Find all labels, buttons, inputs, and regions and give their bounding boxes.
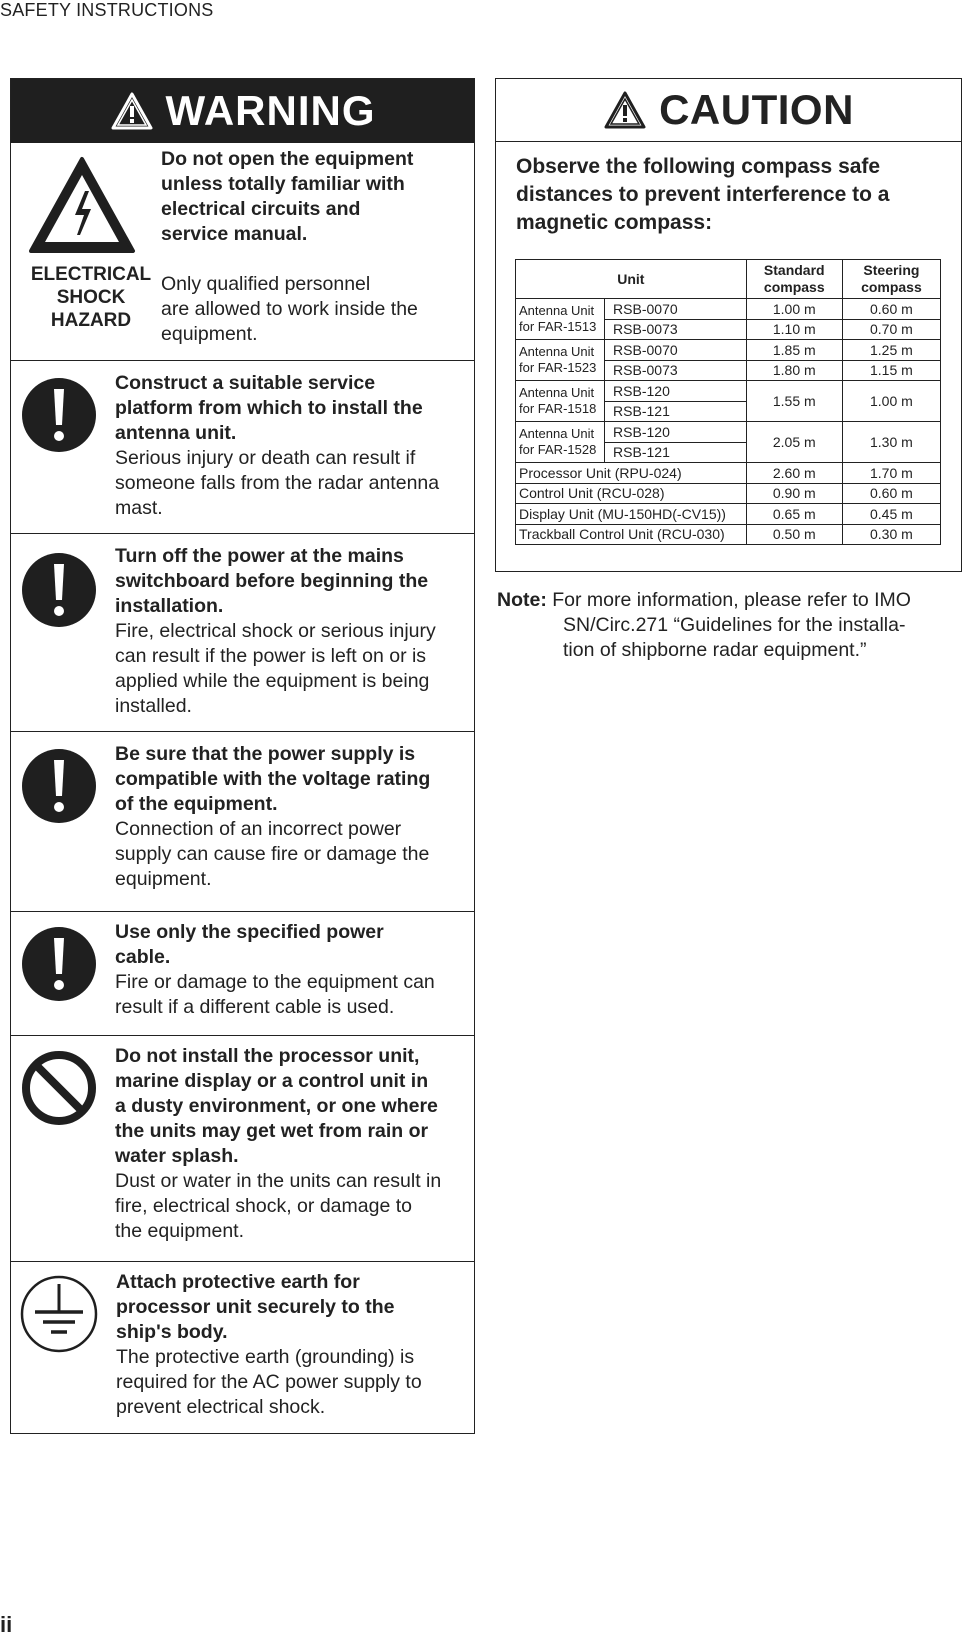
power-cable-normal-line: result if a different cable is used. (115, 996, 395, 1018)
warning-header (11, 79, 474, 143)
warning-section-earth (11, 1261, 474, 1433)
antenna-group-label: Antenna Unit for FAR-1518 (516, 381, 605, 422)
power-off-bold-line: switchboard before beginning the (115, 570, 429, 592)
earth-bold-line: processor unit securely to the (116, 1296, 395, 1318)
shock-bold-line: service manual. (161, 223, 308, 245)
dusty-bold-line: a dusty environment, or one where (115, 1095, 438, 1117)
model-cell: RSB-120 (605, 422, 747, 443)
earth-bold-line: Attach protective earth for (116, 1271, 360, 1293)
power-supply-text (115, 742, 470, 892)
power-off-text (115, 544, 470, 719)
page-number: ii (0, 1612, 13, 1637)
standard-cell: 1.10 m (746, 319, 842, 340)
warning-section-shock (11, 143, 474, 360)
caution-intro (516, 153, 946, 237)
power-off-bold-line: Turn off the power at the mains (115, 545, 404, 567)
earth-normal-line: The protective earth (grounding) is (116, 1346, 415, 1368)
dusty-bold-line: water splash. (115, 1145, 239, 1167)
power-supply-bold-line: of the equipment. (115, 793, 278, 815)
steering-cell: 0.70 m (842, 319, 940, 340)
warning-section-platform (11, 360, 474, 534)
earth-bold-line: ship's body. (116, 1321, 228, 1343)
earth-text (116, 1270, 471, 1420)
warning-section-power-cable (11, 911, 474, 1036)
power-supply-normal-line: supply can cause fire or damage the (115, 843, 430, 865)
power-off-normal-line: can result if the power is left on or is (115, 645, 427, 667)
note (497, 588, 947, 663)
table-row (516, 504, 941, 525)
note-first-line: For more information, please refer to IMO (552, 589, 911, 611)
caution-panel (495, 78, 962, 572)
model-cell: RSB-0073 (605, 360, 747, 381)
power-supply-bold-line: Be sure that the power supply is (115, 743, 416, 765)
shock-bold-line: Do not open the equipment (161, 148, 414, 170)
col-header-unit: Unit (516, 260, 747, 299)
shock-normal-line: Only qualified personnel (161, 273, 371, 295)
power-cable-text (115, 920, 470, 1020)
steering-cell: 1.30 m (842, 422, 940, 463)
unit-cell: Trackball Control Unit (RCU-030) (516, 524, 747, 545)
antenna-group-label: Antenna Unit for FAR-1523 (516, 340, 605, 381)
platform-normal-line: mast. (115, 497, 163, 519)
shock-caption-line: SHOCK (56, 287, 126, 308)
steering-cell: 1.15 m (842, 360, 940, 381)
unit-cell: Processor Unit (RPU-024) (516, 463, 747, 484)
unit-cell: Control Unit (RCU-028) (516, 483, 747, 504)
power-supply-normal-line: equipment. (115, 868, 212, 890)
exclamation-icon (21, 746, 97, 826)
shock-caption (23, 263, 159, 332)
compass-distance-table (515, 259, 941, 545)
col-header-standard: Standard compass (746, 260, 842, 299)
power-supply-normal-line: Connection of an incorrect power (115, 818, 402, 840)
power-off-normal-line: installed. (115, 695, 192, 717)
power-cable-normal-line: Fire or damage to the equipment can (115, 971, 435, 993)
caution-intro-line: magnetic compass: (516, 211, 713, 234)
section-header: SAFETY INSTRUCTIONS (0, 0, 214, 20)
table-row (516, 483, 941, 504)
caution-intro-line: distances to prevent interference to a (516, 183, 890, 206)
earth-normal-line: required for the AC power supply to (116, 1371, 422, 1393)
dusty-bold-line: marine display or a control unit in (115, 1070, 429, 1092)
platform-text (115, 371, 470, 521)
standard-cell: 1.00 m (746, 299, 842, 320)
standard-cell: 1.55 m (746, 381, 842, 422)
power-cable-bold-line: Use only the specified power (115, 921, 384, 943)
table-row (516, 299, 941, 320)
power-off-bold-line: installation. (115, 595, 224, 617)
steering-cell: 1.70 m (842, 463, 940, 484)
shock-caption-line: ELECTRICAL (30, 264, 152, 285)
prohibition-icon (21, 1048, 97, 1128)
dusty-text (115, 1044, 475, 1244)
caution-intro-line: Observe the following compass safe (516, 155, 881, 178)
power-off-normal-line: applied while the equipment is being (115, 670, 430, 692)
steering-cell: 1.00 m (842, 381, 940, 422)
model-cell: RSB-121 (605, 401, 747, 422)
dusty-bold-line: the units may get wet from rain or (115, 1120, 429, 1142)
caution-title: CAUTION (659, 86, 854, 133)
table-row (516, 463, 941, 484)
col-header-steering: Steering compass (842, 260, 940, 299)
note-cont-line: SN/Circ.271 “Guidelines for the installa- (563, 614, 906, 636)
standard-cell: 2.05 m (746, 422, 842, 463)
unit-cell: Display Unit (MU-150HD(-CV15)) (516, 504, 747, 525)
shock-caption-line: HAZARD (50, 310, 132, 331)
standard-cell: 0.65 m (746, 504, 842, 525)
exclamation-icon (21, 550, 97, 630)
warning-section-dusty (11, 1035, 474, 1262)
steering-cell: 0.45 m (842, 504, 940, 525)
exclamation-icon (21, 375, 97, 455)
platform-bold-line: antenna unit. (115, 422, 237, 444)
shock-normal-line: are allowed to work inside the (161, 298, 418, 320)
model-cell: RSB-0070 (605, 340, 747, 361)
platform-bold-line: Construct a suitable service (115, 372, 376, 394)
dusty-normal-line: fire, electrical shock, or damage to (115, 1195, 412, 1217)
standard-cell: 2.60 m (746, 463, 842, 484)
antenna-group-label: Antenna Unit for FAR-1528 (516, 422, 605, 463)
standard-cell: 1.85 m (746, 340, 842, 361)
table-row (516, 340, 941, 361)
power-off-normal-line: Fire, electrical shock or serious injury (115, 620, 436, 642)
platform-normal-line: Serious injury or death can result if (115, 447, 416, 469)
dusty-normal-line: Dust or water in the units can result in (115, 1170, 442, 1192)
electrical-shock-icon (27, 155, 137, 255)
table-row (516, 524, 941, 545)
standard-cell: 0.50 m (746, 524, 842, 545)
warning-title: WARNING (165, 87, 376, 134)
model-cell: RSB-0070 (605, 299, 747, 320)
shock-bold-line: unless totally familiar with (161, 173, 405, 195)
table-row (516, 422, 941, 443)
shock-text (161, 147, 461, 347)
power-cable-bold-line: cable. (115, 946, 171, 968)
exclamation-icon (21, 924, 97, 1004)
shock-normal-line: equipment. (161, 323, 258, 345)
power-supply-bold-line: compatible with the voltage rating (115, 768, 431, 790)
standard-cell: 0.90 m (746, 483, 842, 504)
warning-panel (10, 78, 475, 1434)
earth-normal-line: prevent electrical shock. (116, 1396, 326, 1418)
steering-cell: 0.30 m (842, 524, 940, 545)
note-cont-line: tion of shipborne radar equipment.” (563, 639, 867, 661)
ground-icon (19, 1274, 99, 1354)
dusty-normal-line: the equipment. (115, 1220, 245, 1242)
steering-cell: 0.60 m (842, 299, 940, 320)
note-label: Note: (497, 589, 547, 611)
warning-triangle-icon (110, 91, 154, 131)
shock-bold-line: electrical circuits and (161, 198, 361, 220)
antenna-group-label: Antenna Unit for FAR-1513 (516, 299, 605, 340)
steering-cell: 1.25 m (842, 340, 940, 361)
dusty-bold-line: Do not install the processor unit, (115, 1045, 420, 1067)
warning-section-power-off (11, 533, 474, 732)
standard-cell: 1.80 m (746, 360, 842, 381)
platform-normal-line: someone falls from the radar antenna (115, 472, 440, 494)
table-header-row (516, 260, 941, 299)
model-cell: RSB-120 (605, 381, 747, 402)
warning-section-power-supply (11, 731, 474, 912)
table-row (516, 381, 941, 402)
model-cell: RSB-121 (605, 442, 747, 463)
platform-bold-line: platform from which to install the (115, 397, 423, 419)
steering-cell: 0.60 m (842, 483, 940, 504)
caution-header (496, 79, 961, 142)
model-cell: RSB-0073 (605, 319, 747, 340)
caution-triangle-icon (603, 90, 647, 130)
